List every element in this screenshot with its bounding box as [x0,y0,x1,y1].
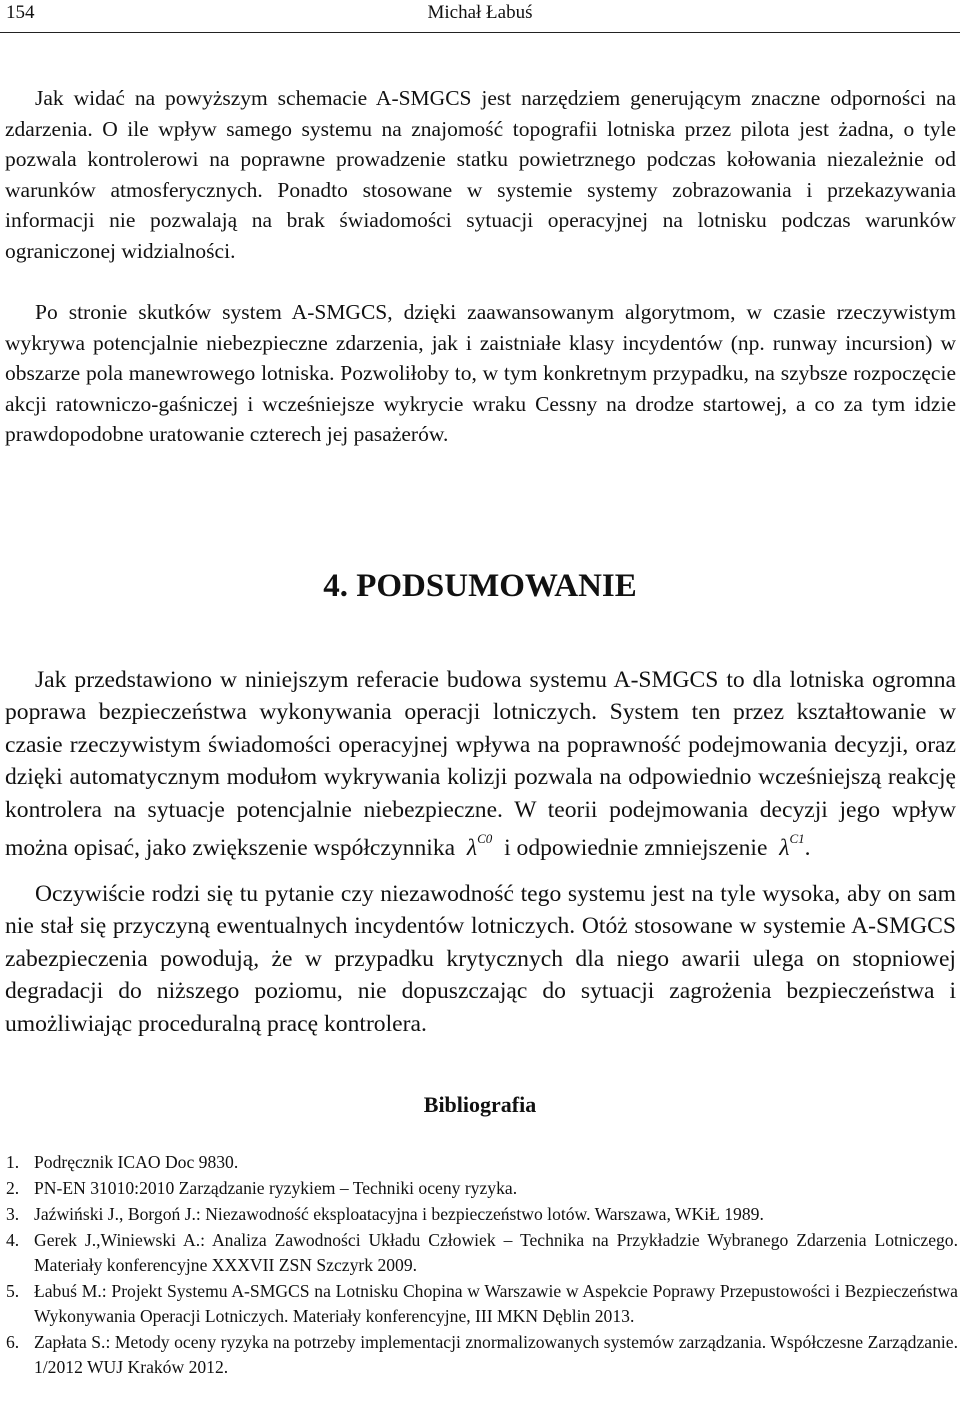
page-number: 154 [6,2,35,23]
lambda-c0-symbol [466,831,493,861]
paragraph-effects: Po stronie skutków system A-SMGCS, dzięki zaawansowanym algorytmom, w czasie rzeczywistym wykrywa potencjalnie niebezpieczne zdarzenia, jak i zaistniałe klasy incydentów (np. runway incursion) w obszarze pola manewrowego lotniska. Pozwoliłoby to, w tym konkretnym przypadku, na szybsze rozpoczęcie akcji ratowniczo-gaśniczej i wcześniejsze wykrycie wraku Cessny na drodze startowej, a co za tym idzie prawdopodobne uratowanie czterech jej pasażerów. [5,300,956,447]
bibliography-list [0,1150,960,1381]
bibliography-item-text: Gerek J.,Winiewski A.: Analiza Zawodności Układu Człowiek – Technika na Przykładzie Wybranego Zdarzenia Lotniczego. Materiały konferencyjne XXXVII ZSN Szczyrk 2009. [34,1230,958,1275]
bibliography-item-number: 3. [6,1204,20,1224]
section-heading: 4. PODSUMOWANIE [323,568,637,604]
bibliography-item-number: 2. [6,1178,20,1198]
bibliography-item-text: PN-EN 31010:2010 Zarządzanie ryzykiem – Techniki oceny ryzyka. [34,1178,518,1198]
bibliography-item-text: Podręcznik ICAO Doc 9830. [34,1152,239,1172]
lambda-glyph: λ [779,834,790,861]
bibliography-item-number: 1. [6,1152,20,1172]
lambda-c0-superscript: C0 [477,831,493,847]
summary-mid-text: i odpowiednie zmniejszenie [504,834,768,861]
lambda-glyph: λ [466,834,478,861]
lambda-c1-superscript: C1 [789,831,805,847]
paragraph-reliability: Oczywiście rodzi się tu pytanie czy niezawodność tego systemu jest na tyle wysoka, aby on sam nie stał się przyczyną ewentualnych incydentów lotniczych. Otóż stosowane w systemie A-SMGCS zabezpieczenia powodują, że w przypadku krytycznych dla niego awarii ulega on stopniowej degradacji do niższego poziomu, nie dopuszczając do sytuacji zagrożenia bezpieczeństwa i umożliwiając proceduralną pracę kontrolera. [5,881,956,1037]
summary-text: Jak przedstawiono w niniejszym referacie budowa systemu A-SMGCS to dla lotniska ogromna poprawa bezpieczeństwa wykonywania operacji lotniczych. System ten przez kształtowanie w czasie rzeczywistym świadomości operacyjnej wpływa na poprawność podejmowania decyzji, oraz dzięki automatycznym modułom wykrywania kolizji pozwala na odpowiednio wcześniejszą reakcję kontrolera na sytuacje potencjalnie niebezpieczne. W teorii podejmowania decyzji jego wpływ można opisać, jako zwiększenie współczynnika [5,667,956,861]
bibliography-item-text: Zapłata S.: Metody oceny ryzyka na potrzeby implementacji znormalizowanych systemów zarządzania. Współczesne Zarządzanie. 1/2012 WUJ Kraków 2012. [34,1332,958,1377]
bibliography-item [0,1228,958,1278]
bibliography-item-text: Jaźwiński J., Borgoń J.: Niezawodność eksploatacyjna i bezpieczeństwo lotów. Warszawa, WKiŁ 1989. [34,1204,764,1224]
bibliography-item [0,1279,958,1329]
bibliography-item-number: 5. [6,1281,20,1301]
bibliography-item-text: Łabuś M.: Projekt Systemu A-SMGCS na Lotnisku Chopina w Warszawie w Aspekcie Poprawy Przepustowości i Bezpieczeństwa Wykonywania Operacji Lotniczych. Materiały konferencyjne, III MKN Dęblin 2013. [34,1281,958,1326]
bibliography-item [0,1330,958,1380]
summary-end: . [804,834,811,861]
paragraph-intro: Jak widać na powyższym schemacie A-SMGCS jest narzędziem generującym znaczne odporności na zdarzenia. O ile wpływ samego systemu na znajomość topografii lotniska przez pilota jest żadna, o tyle pozwala kontrolerowi na poprawne prowadzenie statku powietrznego podczas kołowania niezależnie od warunków atmosferycznych. Ponadto stosowane w systemie systemy zobrazowania i przekazywania informacji nie pozwalają na brak świadomości sytuacji operacyjnej na lotnisku podczas warunków ograniczonej widzialności. [5,86,956,263]
bibliography-item [0,1176,958,1201]
paragraph-summary [5,664,956,864]
running-author: Michał Łabuś [427,2,533,23]
bibliography-item-number: 4. [6,1230,20,1250]
bibliography-item [0,1202,958,1227]
bibliography-item [0,1150,958,1175]
page-header [0,0,960,33]
lambda-c1-symbol [779,831,805,861]
bibliography-heading: Bibliografia [423,1092,537,1117]
bibliography-item-number: 6. [6,1332,20,1352]
